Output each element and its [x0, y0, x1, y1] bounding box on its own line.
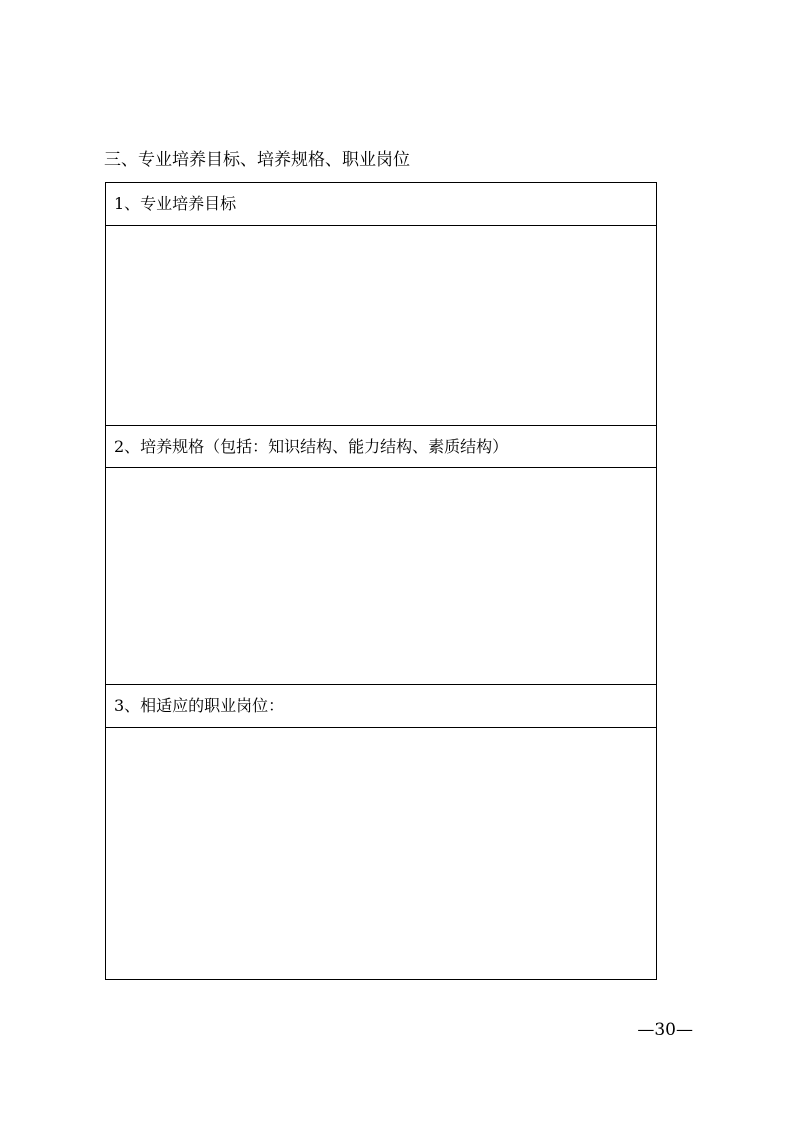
page-number: —30— — [637, 1020, 693, 1040]
table-row-header-career-positions — [106, 685, 656, 728]
table-cell-training-specifications[interactable] — [106, 468, 656, 685]
section-title: 三、专业培养目标、培养规格、职业岗位 — [104, 150, 410, 170]
row-heading-training-specifications: 2、培养规格（包括：知识结构、能力结构、素质结构） — [114, 436, 509, 456]
table-row-header-training-objectives — [106, 183, 656, 226]
table-cell-training-objectives[interactable] — [106, 226, 656, 426]
table-cell-career-positions[interactable] — [106, 728, 656, 978]
form-table — [105, 182, 657, 980]
row-heading-career-positions: 3、相适应的职业岗位： — [114, 696, 285, 715]
table-row-header-training-specifications — [106, 426, 656, 468]
row-heading-training-objectives: 1、专业培养目标 — [114, 194, 237, 213]
